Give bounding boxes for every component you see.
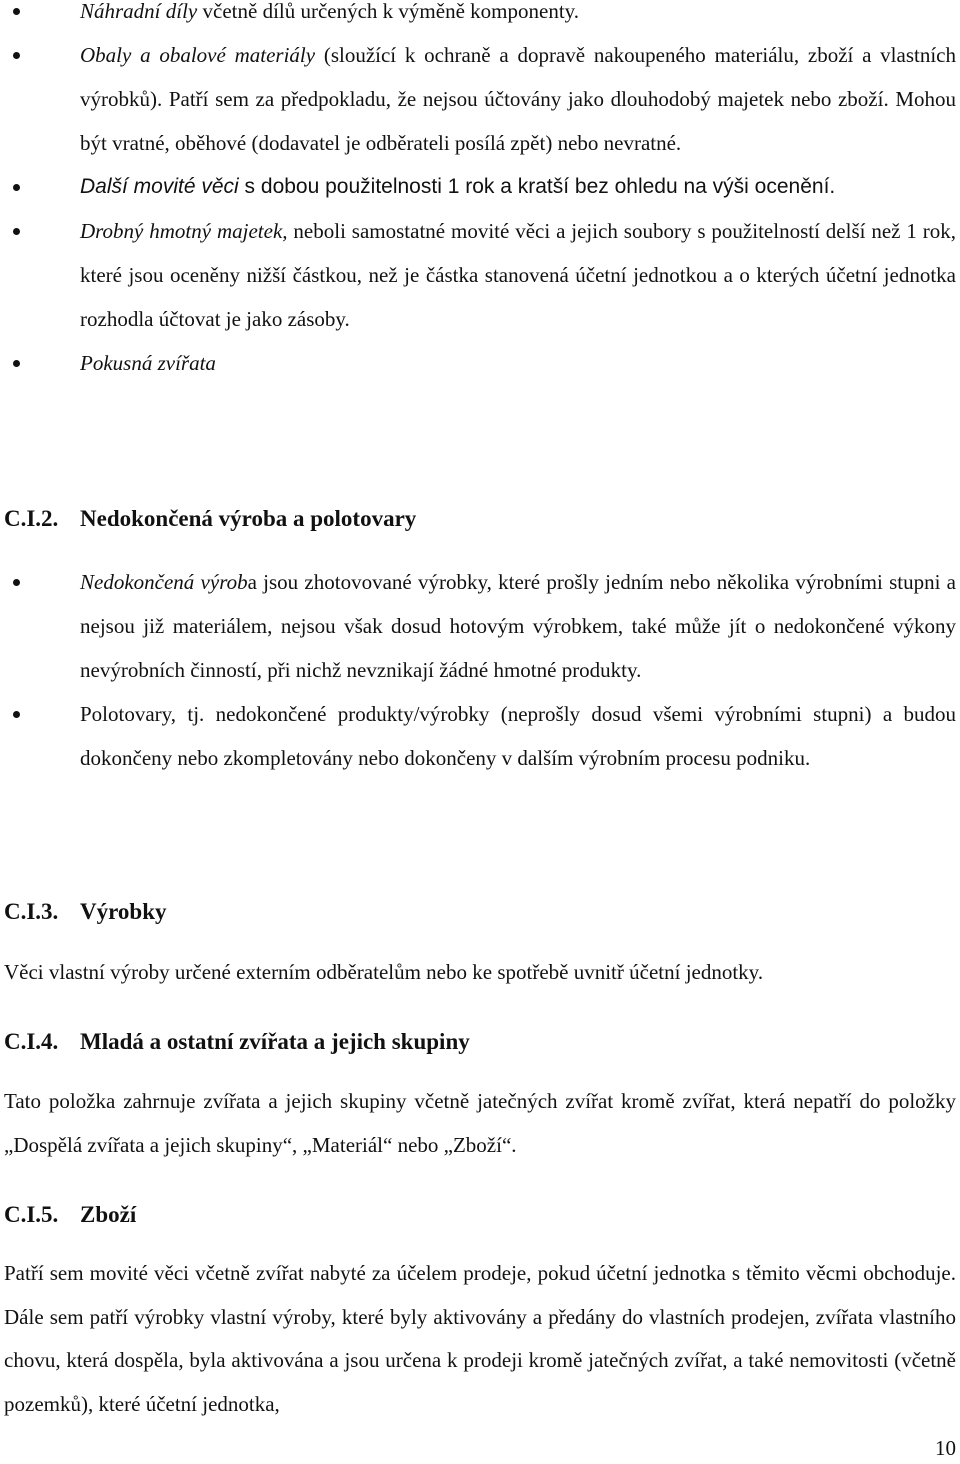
section-number: C.I.5.	[4, 1202, 59, 1227]
paragraph-c14: Tato položka zahrnuje zvířata a jejich skupiny včetně jatečných zvířat kromě zvířat, která nepatří do položky „Dospělá zvířata a jejich skupiny“, „Materiál“ nebo „Zboží“.	[4, 1089, 956, 1157]
item-term: Nedokončená výrob	[80, 570, 248, 594]
inventory-items-list	[0, 0, 960, 385]
item-term: Pokusná zvířata	[80, 351, 216, 375]
section-number: C.I.2.	[4, 506, 59, 531]
list-item	[0, 209, 960, 341]
section-title: Výrobky	[80, 899, 167, 924]
section-title: Nedokončená výroba a polotovary	[80, 506, 417, 531]
item-text: Polotovary, tj. nedokončené produkty/výrobky (neprošly dosud všemi výrobními stupni) a budou dokončeny nebo zkompletovány nebo dokončeny v dalším výrobním procesu podniku.	[80, 702, 956, 770]
list-item	[0, 0, 960, 33]
work-in-progress-list	[0, 560, 960, 780]
section-number: C.I.4.	[4, 1029, 59, 1054]
list-item	[0, 560, 960, 692]
item-term: Další movité věci	[80, 175, 239, 198]
list-item	[0, 165, 960, 209]
section-heading-c15	[4, 1202, 136, 1228]
paragraph-c15: Patří sem movité věci včetně zvířat nabyté za účelem prodeje, pokud účetní jednotka s těmito věcmi obchoduje. Dále sem patří výrobky vlastní výroby, které byly aktivovány a předány do vlastních prodejen, zvířata vlastního chovu, která dospěla, byla aktivována a jsou určena k prodeji kromě jatečných zvířat, a také nemovitosti (včetně pozemků), které účetní jednotka,	[4, 1261, 956, 1416]
item-term: Drobný hmotný majetek,	[80, 219, 288, 243]
section-number: C.I.3.	[4, 899, 59, 924]
item-text: včetně dílů určených k výměně komponenty.	[197, 0, 580, 23]
item-text: a jsou zhotovované výrobky, které prošly jedním nebo několika výrobními stupni a nejsou již materiálem, nejsou však dosud hotovým výrobkem, také může jít o nedokončené výkony nevýrobních činností, při nichž nevznikají žádné hmotné produkty.	[80, 570, 957, 682]
paragraph-c13: Věci vlastní výroby určené externím odběratelům nebo ke spotřebě uvnitř účetní jednotky.	[4, 960, 764, 984]
list-item	[0, 33, 960, 165]
section-heading-c13	[4, 899, 167, 925]
item-text: (sloužící k ochraně a dopravě nakoupeného materiálu, zboží a vlastních výrobků). Patří sem za předpokladu, že nejsou účtovány jako dlouhodobý majetek nebo zboží. Mohou být vratné, oběhové (dodavatel je odběrateli posílá zpět) nebo nevratné.	[80, 43, 957, 155]
section-heading-c14	[4, 1029, 470, 1055]
list-item	[0, 692, 960, 780]
item-term: Obaly a obalové materiály	[80, 43, 316, 67]
item-term: Náhradní díly	[80, 0, 198, 23]
section-title: Mladá a ostatní zvířata a jejich skupiny	[80, 1029, 470, 1054]
item-text: neboli samostatné movité věci a jejich soubory s použitelností delší než 1 rok, které jsou oceněny nižší částkou, než je částka stanovená účetní jednotkou a o kterých účetní jednotka rozhodla účtovat je jako zásoby.	[80, 219, 957, 331]
item-text: s dobou použitelnosti 1 rok a kratší bez ohledu na výši ocenění.	[238, 175, 836, 198]
page-number: 10	[935, 1436, 956, 1460]
section-heading-c12	[4, 506, 416, 532]
section-title: Zboží	[80, 1202, 137, 1227]
list-item	[0, 341, 960, 385]
